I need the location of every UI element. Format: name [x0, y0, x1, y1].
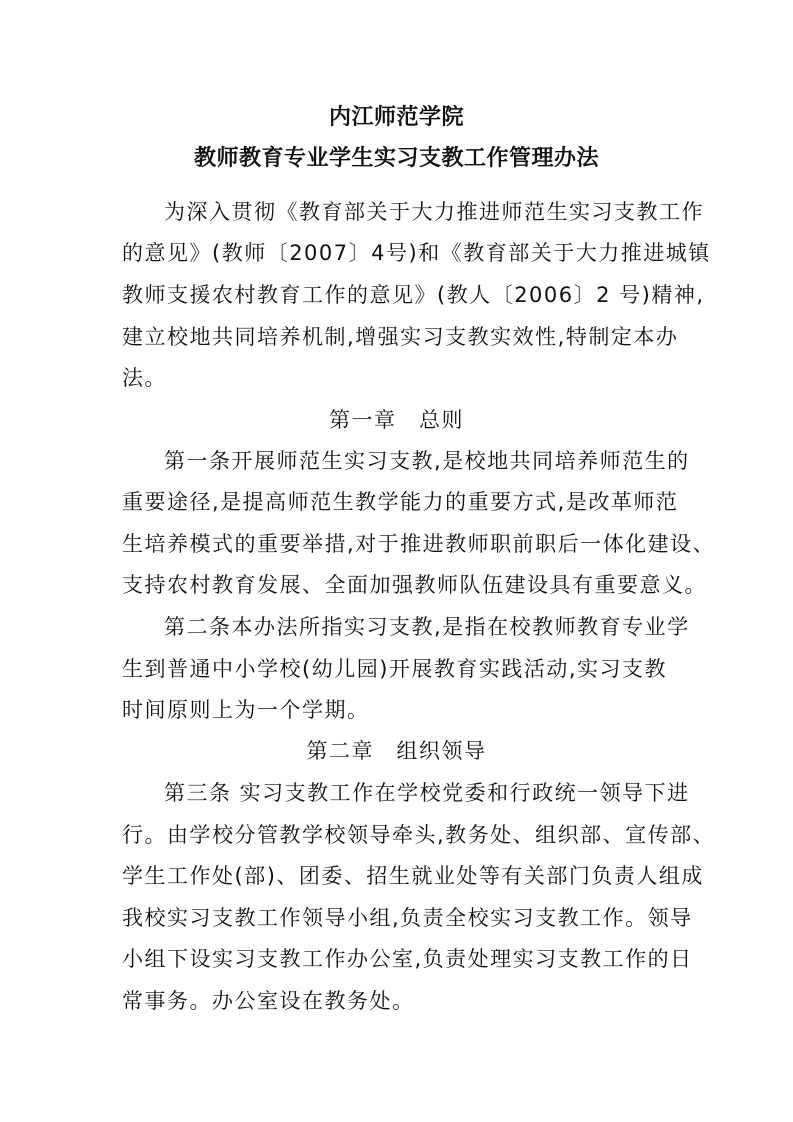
- paragraph-line: 为深入贯彻《教育部关于大力推进师范生实习支教工作: [164, 200, 704, 224]
- document-title-regulation: 教师教育专业学生实习支教工作管理办法: [193, 145, 599, 171]
- chapter-heading: 第一章 总则: [329, 408, 464, 432]
- paragraph-line: 常事务。办公室设在教务处。: [122, 989, 415, 1013]
- paragraph-line: 生培养模式的重要举措,对于推进教师职前职后一体化建设、: [122, 532, 716, 556]
- paragraph-line: 的意见》(教师〔2007〕4号)和《教育部关于大力推进城镇: [122, 241, 711, 265]
- paragraph-line: 第一条开展师范生实习支教,是校地共同培养师范生的: [164, 449, 690, 473]
- paragraph-line: 法。: [122, 366, 167, 390]
- paragraph-line: 生到普通中小学校(幼儿园)开展教育实践活动,实习支教: [122, 657, 668, 681]
- paragraph-line: 行。由学校分管教学校领导牵头,教务处、组织部、宣传部、: [122, 823, 716, 847]
- paragraph-line: 小组下设实习支教工作办公室,负责处理实习支教工作的日: [122, 947, 693, 971]
- paragraph-line: 建立校地共同培养机制,增强实习支教实效性,特制定本办: [122, 325, 679, 349]
- paragraph-line: 教师支援农村教育工作的意见》(教人〔2006〕2 号)精神,: [122, 283, 705, 307]
- paragraph-line: 第三条 实习支教工作在学校党委和行政统一领导下进: [164, 781, 690, 805]
- chapter-heading: 第二章 组织领导: [306, 739, 487, 763]
- paragraph-line: 支持农村教育发展、全面加强教师队伍建设具有重要意义。: [122, 573, 707, 597]
- paragraph-line: 学生工作处(部)、团委、招生就业处等有关部门负责人组成: [122, 864, 704, 888]
- paragraph-line: 时间原则上为一个学期。: [122, 698, 370, 722]
- paragraph-line: 第二条本办法所指实习支教,是指在校教师教育专业学: [164, 615, 690, 639]
- document-title-institution: 内江师范学院: [328, 104, 464, 130]
- paragraph-line: 重要途径,是提高师范生教学能力的重要方式,是改革师范: [122, 490, 679, 514]
- paragraph-line: 我校实习支教工作领导小组,负责全校实习支教工作。领导: [122, 906, 693, 930]
